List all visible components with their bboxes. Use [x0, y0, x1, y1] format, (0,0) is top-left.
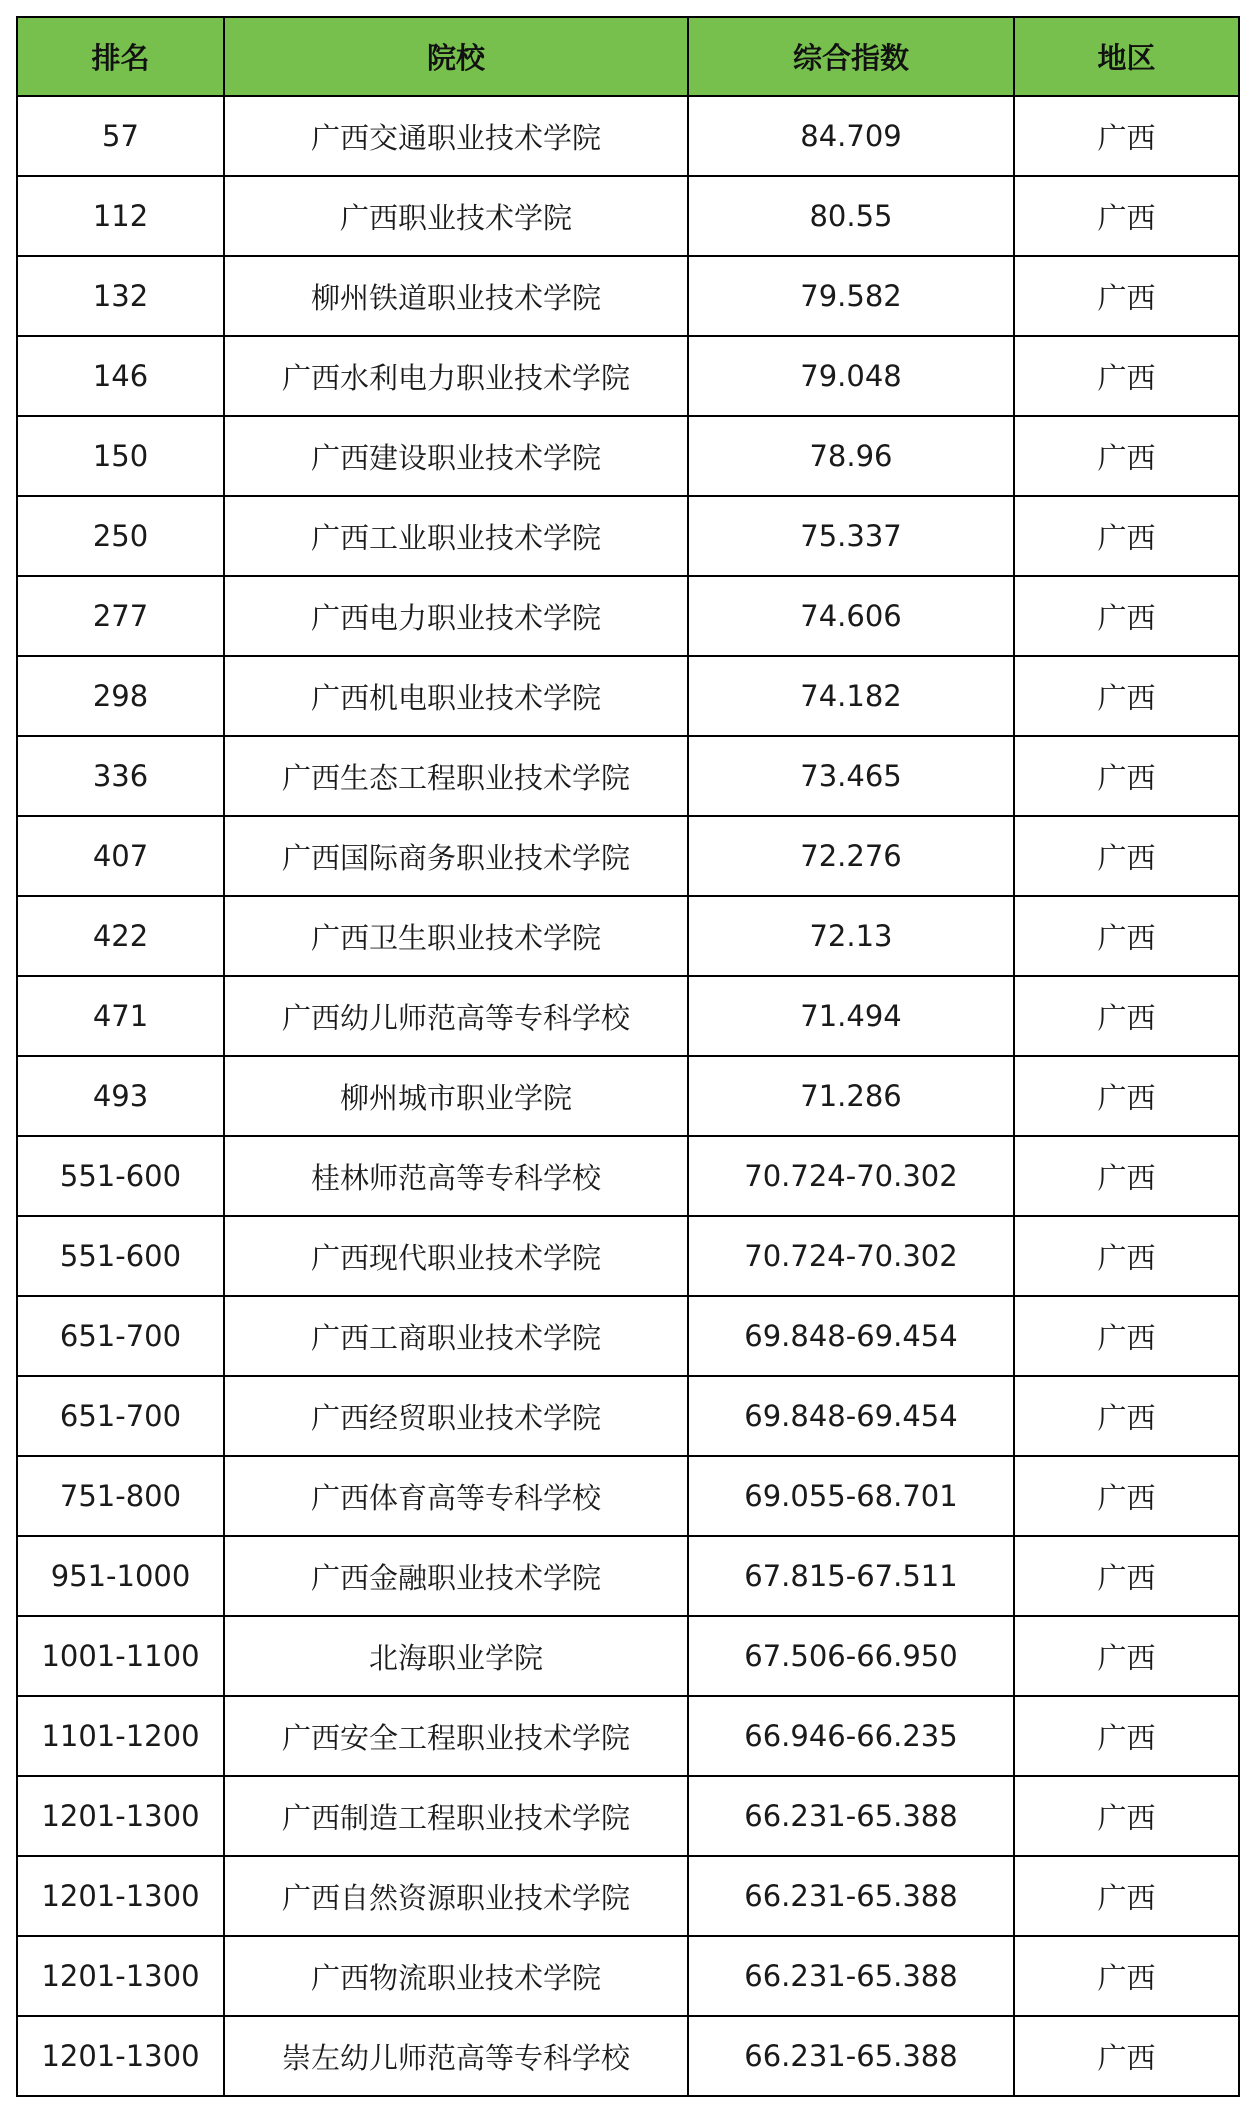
cell-composite-index: 79.582 — [688, 256, 1014, 336]
cell-school: 广西生态工程职业技术学院 — [224, 736, 688, 816]
cell-rank: 57 — [17, 96, 224, 176]
cell-composite-index: 66.946-66.235 — [688, 1696, 1014, 1776]
cell-composite-index: 66.231-65.388 — [688, 1856, 1014, 1936]
table-row — [17, 816, 1239, 896]
cell-composite-index: 79.048 — [688, 336, 1014, 416]
cell-school: 广西经贸职业技术学院 — [224, 1376, 688, 1456]
cell-rank: 651-700 — [17, 1296, 224, 1376]
cell-composite-index: 70.724-70.302 — [688, 1216, 1014, 1296]
header-row — [17, 17, 1239, 96]
cell-composite-index: 69.055-68.701 — [688, 1456, 1014, 1536]
cell-rank: 493 — [17, 1056, 224, 1136]
cell-rank: 471 — [17, 976, 224, 1056]
cell-composite-index: 70.724-70.302 — [688, 1136, 1014, 1216]
table-row — [17, 416, 1239, 496]
cell-school: 广西幼儿师范高等专科学校 — [224, 976, 688, 1056]
cell-rank: 1201-1300 — [17, 2016, 224, 2096]
cell-school: 柳州城市职业学院 — [224, 1056, 688, 1136]
cell-region: 广西 — [1014, 1296, 1239, 1376]
cell-school: 广西工商职业技术学院 — [224, 1296, 688, 1376]
cell-region: 广西 — [1014, 1456, 1239, 1536]
cell-composite-index: 72.276 — [688, 816, 1014, 896]
table-header — [17, 17, 1239, 96]
cell-region: 广西 — [1014, 96, 1239, 176]
table-row — [17, 736, 1239, 816]
table-row — [17, 176, 1239, 256]
cell-region: 广西 — [1014, 256, 1239, 336]
table-row — [17, 336, 1239, 416]
cell-composite-index: 71.286 — [688, 1056, 1014, 1136]
cell-region: 广西 — [1014, 1136, 1239, 1216]
cell-composite-index: 66.231-65.388 — [688, 2016, 1014, 2096]
cell-composite-index: 66.231-65.388 — [688, 1776, 1014, 1856]
header-region: 地区 — [1014, 17, 1239, 96]
cell-rank: 951-1000 — [17, 1536, 224, 1616]
cell-composite-index: 71.494 — [688, 976, 1014, 1056]
cell-school: 广西机电职业技术学院 — [224, 656, 688, 736]
cell-composite-index: 67.815-67.511 — [688, 1536, 1014, 1616]
table-row — [17, 1856, 1239, 1936]
cell-composite-index: 84.709 — [688, 96, 1014, 176]
cell-region: 广西 — [1014, 736, 1239, 816]
cell-composite-index: 66.231-65.388 — [688, 1936, 1014, 2016]
header-school: 院校 — [224, 17, 688, 96]
cell-rank: 112 — [17, 176, 224, 256]
table-row — [17, 1616, 1239, 1696]
table-body — [17, 96, 1239, 2096]
cell-rank: 751-800 — [17, 1456, 224, 1536]
table-row — [17, 1456, 1239, 1536]
table-row — [17, 496, 1239, 576]
cell-composite-index: 72.13 — [688, 896, 1014, 976]
cell-region: 广西 — [1014, 1216, 1239, 1296]
cell-rank: 277 — [17, 576, 224, 656]
table-row — [17, 1936, 1239, 2016]
cell-school: 广西工业职业技术学院 — [224, 496, 688, 576]
cell-rank: 250 — [17, 496, 224, 576]
cell-region: 广西 — [1014, 1376, 1239, 1456]
cell-region: 广西 — [1014, 816, 1239, 896]
cell-school: 广西电力职业技术学院 — [224, 576, 688, 656]
cell-school: 广西职业技术学院 — [224, 176, 688, 256]
cell-composite-index: 69.848-69.454 — [688, 1376, 1014, 1456]
cell-rank: 551-600 — [17, 1136, 224, 1216]
table-row — [17, 1696, 1239, 1776]
cell-composite-index: 74.606 — [688, 576, 1014, 656]
cell-region: 广西 — [1014, 1056, 1239, 1136]
cell-school: 北海职业学院 — [224, 1616, 688, 1696]
cell-school: 广西建设职业技术学院 — [224, 416, 688, 496]
table-row — [17, 256, 1239, 336]
table-row — [17, 1376, 1239, 1456]
cell-region: 广西 — [1014, 576, 1239, 656]
cell-rank: 1101-1200 — [17, 1696, 224, 1776]
header-rank: 排名 — [17, 17, 224, 96]
cell-school: 广西交通职业技术学院 — [224, 96, 688, 176]
cell-composite-index: 73.465 — [688, 736, 1014, 816]
cell-rank: 1201-1300 — [17, 1936, 224, 2016]
cell-rank: 146 — [17, 336, 224, 416]
cell-school: 柳州铁道职业技术学院 — [224, 256, 688, 336]
cell-rank: 551-600 — [17, 1216, 224, 1296]
cell-school: 广西卫生职业技术学院 — [224, 896, 688, 976]
cell-school: 广西金融职业技术学院 — [224, 1536, 688, 1616]
cell-school: 广西制造工程职业技术学院 — [224, 1776, 688, 1856]
cell-region: 广西 — [1014, 1536, 1239, 1616]
cell-school: 广西安全工程职业技术学院 — [224, 1696, 688, 1776]
cell-composite-index: 74.182 — [688, 656, 1014, 736]
cell-region: 广西 — [1014, 896, 1239, 976]
table-row — [17, 2016, 1239, 2096]
cell-region: 广西 — [1014, 1776, 1239, 1856]
header-composite-index: 综合指数 — [688, 17, 1014, 96]
cell-region: 广西 — [1014, 1936, 1239, 2016]
cell-composite-index: 75.337 — [688, 496, 1014, 576]
table-row — [17, 656, 1239, 736]
cell-region: 广西 — [1014, 176, 1239, 256]
cell-region: 广西 — [1014, 656, 1239, 736]
cell-school: 广西现代职业技术学院 — [224, 1216, 688, 1296]
cell-composite-index: 80.55 — [688, 176, 1014, 256]
table-row — [17, 896, 1239, 976]
cell-region: 广西 — [1014, 1856, 1239, 1936]
cell-rank: 407 — [17, 816, 224, 896]
cell-rank: 1201-1300 — [17, 1856, 224, 1936]
cell-rank: 651-700 — [17, 1376, 224, 1456]
table-row — [17, 1056, 1239, 1136]
cell-school: 崇左幼儿师范高等专科学校 — [224, 2016, 688, 2096]
cell-region: 广西 — [1014, 2016, 1239, 2096]
cell-rank: 422 — [17, 896, 224, 976]
cell-composite-index: 69.848-69.454 — [688, 1296, 1014, 1376]
cell-rank: 132 — [17, 256, 224, 336]
table-row — [17, 96, 1239, 176]
table-row — [17, 1776, 1239, 1856]
cell-school: 广西国际商务职业技术学院 — [224, 816, 688, 896]
cell-region: 广西 — [1014, 496, 1239, 576]
cell-region: 广西 — [1014, 1616, 1239, 1696]
cell-school: 广西自然资源职业技术学院 — [224, 1856, 688, 1936]
ranking-table — [16, 16, 1240, 2097]
cell-composite-index: 78.96 — [688, 416, 1014, 496]
cell-rank: 1201-1300 — [17, 1776, 224, 1856]
ranking-table-container — [16, 16, 1238, 2097]
table-row — [17, 976, 1239, 1056]
table-row — [17, 576, 1239, 656]
cell-school: 广西水利电力职业技术学院 — [224, 336, 688, 416]
table-row — [17, 1536, 1239, 1616]
table-row — [17, 1136, 1239, 1216]
cell-region: 广西 — [1014, 416, 1239, 496]
cell-region: 广西 — [1014, 1696, 1239, 1776]
cell-region: 广西 — [1014, 336, 1239, 416]
cell-school: 广西物流职业技术学院 — [224, 1936, 688, 2016]
cell-school: 桂林师范高等专科学校 — [224, 1136, 688, 1216]
cell-rank: 336 — [17, 736, 224, 816]
cell-school: 广西体育高等专科学校 — [224, 1456, 688, 1536]
cell-region: 广西 — [1014, 976, 1239, 1056]
cell-rank: 1001-1100 — [17, 1616, 224, 1696]
table-row — [17, 1296, 1239, 1376]
table-row — [17, 1216, 1239, 1296]
cell-rank: 298 — [17, 656, 224, 736]
cell-composite-index: 67.506-66.950 — [688, 1616, 1014, 1696]
cell-rank: 150 — [17, 416, 224, 496]
